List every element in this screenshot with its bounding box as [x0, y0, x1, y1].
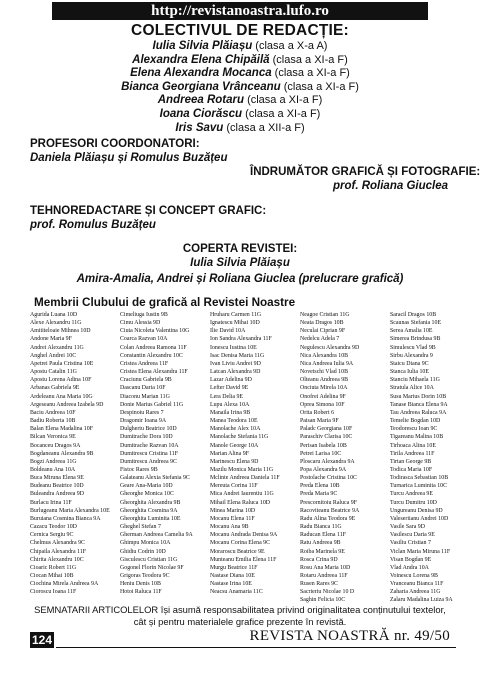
member-entry: Alexe Alexandru 11G: [30, 320, 82, 327]
staff-class: (clasa a XII-a F): [223, 121, 305, 134]
member-entry: Ratu Andreea 9B: [300, 540, 341, 547]
member-entry: Ghidiu Codrin 10D: [120, 548, 166, 555]
member-entry: Stratula Alice 10A: [390, 385, 434, 392]
member-entry: Chipaila Alexandra 11F: [30, 548, 87, 555]
member-entry: Burlacu Irina 11F: [30, 499, 72, 506]
member-entry: Sacrieriu Nicolae 10 D: [300, 589, 355, 596]
staff-name: Elena Alexandra Mocanca: [130, 67, 272, 80]
staff-name: Ioana Ciorăscu: [159, 107, 243, 120]
member-entry: Mereuta Corina 11F: [210, 483, 258, 490]
member-entry: Manaila Irina 9B: [210, 409, 251, 416]
staff-class: (clasa a XI-a F): [242, 107, 321, 120]
member-entry: Mocanu Ana 9B: [210, 524, 249, 531]
member-entry: Dragomir Ioana 9A: [120, 418, 167, 425]
tech-name: prof. Romulus Buzățeu: [30, 218, 156, 231]
staff-name: Iris Savu: [175, 121, 224, 134]
member-entry: Apostu Catalin 11G: [30, 369, 77, 376]
member-entry: Dumitrache Dora 10D: [120, 434, 173, 441]
member-entry: Vasilescu Daria 9E: [390, 532, 435, 539]
member-entry: Tirhoaca Alina 10E: [390, 442, 436, 449]
member-entry: Cimeliuga Iustin 9B: [120, 312, 168, 318]
member-entry: Neacsu Anamaria 11C: [210, 589, 263, 596]
member-entry: Mazilu Monica Maria 11G: [210, 466, 274, 473]
member-entry: Gheghel Stefan 7: [120, 524, 161, 531]
member-entry: Ignatescu Mihai 10D: [210, 320, 260, 327]
member-entry: Gherman Andreea Camelia 9A: [120, 532, 193, 539]
cover-credits: Amira-Amalia, Andrei și Roliana Giuclea (prelucrare grafică): [76, 273, 404, 285]
member-entry: Zaharia Andreea 11G: [390, 589, 441, 596]
member-entry: Negulescu Alexandra 9D: [300, 344, 360, 351]
member-entry: Agurida Luana 10D: [30, 312, 78, 318]
member-entry: Nica Andreea Iulia 9A: [300, 360, 354, 367]
member-entry: Hruharu Carmen 11G: [210, 312, 262, 318]
member-entry: Isac Denisa Maria 11G: [210, 352, 265, 359]
member-entry: Vlad Andra 10A: [390, 564, 429, 571]
page-number: 124: [31, 633, 53, 647]
members-column: [120, 311, 208, 596]
graphic-guide-heading: ÎNDRUMĂTOR GRAFICĂ ȘI FOTOGRAFIE:: [250, 166, 480, 178]
member-entry: Vasiliu Cristian 7: [390, 540, 431, 547]
member-entry: Dumitrescu Cristina 11F: [120, 450, 179, 457]
member-entry: Dascanu Daria 10F: [120, 385, 166, 392]
member-entry: Mocanu Andrada Denisa 9A: [210, 532, 278, 539]
magazine-issue: REVISTA NOASTRĂ nr. 49/50: [249, 628, 450, 644]
staff-member: [0, 108, 480, 122]
member-entry: Todirasca Sebastian 10B: [390, 475, 449, 482]
member-entry: Galateanu Alexia Stefania 9C: [120, 475, 190, 482]
member-entry: Heniu Denis 10B: [120, 581, 161, 588]
cover-section: [0, 243, 480, 287]
member-entry: Craciunu Gabriela 9B: [120, 377, 172, 384]
footer-divider: [56, 647, 456, 648]
member-entry: Turcu Dumitru 10D: [390, 499, 437, 506]
member-entry: Radu Bianca 11G: [300, 524, 342, 531]
member-entry: Nastase Diana 10E: [210, 573, 255, 579]
member-entry: Balan Elena Madalina 10F: [30, 426, 93, 433]
member-entry: Gheorghita Cosmina 9A: [120, 507, 178, 514]
member-entry: Temelie Bogdan 10D: [390, 418, 441, 425]
member-entry: Zalaru Madalina Luiza 9A: [390, 597, 453, 604]
staff-name: Alexandra Elena Chipăilă: [132, 53, 270, 66]
member-entry: Popa Alexandra 9A: [300, 466, 347, 473]
staff-name: Iulia Silvia Plăiașu: [152, 40, 253, 52]
member-entry: Bogdaneanu Alexandra 9B: [30, 450, 94, 457]
member-entry: Ilie David 10A: [210, 328, 246, 335]
members-column: [30, 311, 118, 596]
member-entry: Onciuta Mirela 10A: [300, 385, 348, 392]
staff-class: (clasa a X-a A): [252, 40, 328, 52]
member-entry: Tigareanu Malina 10B: [390, 434, 444, 441]
member-entry: Stanca Iulia 10E: [390, 369, 429, 376]
member-entry: Dulgheriu Beatrice 10D: [120, 426, 177, 433]
staff-member: [0, 81, 480, 95]
member-entry: Latcan Alexandra 9D: [210, 369, 261, 376]
member-entry: Andrei Alexandru 11G: [30, 344, 84, 351]
member-entry: Tau Andreea Raluca 9A: [390, 409, 447, 416]
member-entry: Neagoe Cristian 11G: [300, 312, 350, 318]
staff-member: [0, 94, 480, 108]
member-entry: Constantin Alexandru 10C: [120, 352, 183, 359]
staff-member: [0, 67, 480, 81]
member-entry: Valeseriianu Andrei 10D: [390, 515, 449, 522]
member-entry: Gogonel Florin Nicolae 9F: [120, 564, 184, 571]
member-entry: Hotoi Raluca 11F: [120, 589, 162, 596]
member-entry: Geare Ana-Maria 10D: [120, 483, 173, 490]
member-entry: Ivan Liviu Andrei 9D: [210, 360, 261, 367]
member-entry: Ungureanu Denisa 9D: [390, 507, 443, 514]
member-entry: Grigoras Teodora 9C: [120, 573, 170, 579]
member-entry: Rosca Crina 9D: [300, 556, 338, 563]
member-entry: Vranceanu Bianca 11F: [390, 581, 444, 588]
member-entry: Coarca Razvan 10A: [120, 336, 168, 343]
member-entry: Apetrei Paula Cristina 10E: [30, 360, 94, 367]
member-entry: Cernica Sergiu 9C: [30, 532, 74, 539]
member-entry: Dumitrache Razvan 10A: [120, 442, 179, 449]
member-entry: Manole George 10A: [210, 442, 259, 449]
members-heading: Membrii Clubului de grafică al Revistei Noastre: [34, 296, 296, 309]
member-entry: Rosu Ana Maria 10D: [300, 564, 351, 571]
member-entry: Marinescu Elena 9D: [210, 458, 259, 465]
member-entry: Stanciu Mihaela 11G: [390, 377, 440, 384]
member-entry: Manolache Stefania 11G: [210, 434, 269, 441]
member-entry: Bilcan Veronica 9E: [30, 434, 76, 441]
member-entry: Lera Delia 9E: [210, 393, 244, 400]
member-entry: Munteanu Emilia Elena 11F: [210, 556, 277, 563]
member-entry: Nica Alexandra 10B: [300, 352, 349, 359]
member-entry: Raducan Elena 11F: [300, 532, 346, 539]
member-entry: Cimu Alessia 9D: [120, 320, 161, 327]
member-entry: Neata Dragos 10B: [300, 320, 344, 327]
coordinators-names: Daniela Plăiașu și Romulus Buzățeu: [30, 151, 228, 164]
staff-class: (clasa a XI-a F): [280, 80, 359, 93]
member-entry: Cioroscu Ioana 11F: [30, 589, 77, 596]
member-entry: Ionescu Iustina 10E: [210, 344, 257, 351]
member-entry: Prescornitoiu Raluca 9F: [300, 499, 357, 506]
member-entry: Visan Bogdan 9E: [390, 556, 432, 563]
member-entry: Cristea Elena Alexandra 11F: [120, 369, 188, 376]
member-entry: Oprea Simona 10F: [300, 401, 345, 408]
staff-class: (clasa a XI-a F): [269, 53, 348, 66]
footer-notice: SEMNATARII ARTICOLELOR își asumă responsabilitatea privind originalitatea conținutului textelor, cât și pentru materialele grafice prezente în revistă.: [34, 604, 446, 627]
member-entry: Cristea Andreea 11F: [120, 360, 169, 367]
member-entry: Paraschiv Clarisa 10C: [300, 434, 353, 441]
member-entry: Simerea Brindusa 9B: [390, 336, 441, 343]
member-entry: Cazacu Teodor 10D: [30, 524, 77, 531]
member-entry: Preda Maria 9C: [300, 491, 338, 498]
member-entry: Ion Sandra Alexandra 11F: [210, 336, 272, 343]
member-entry: Badiu Roberta 10B: [30, 418, 76, 425]
member-entry: Buruiana Cosmina Bianca 9A: [30, 515, 101, 522]
member-entry: Ardeleanu Ana Maria 10G: [30, 393, 93, 400]
member-entry: Bogzi Andreea 11G: [30, 458, 77, 465]
coordinators-heading: PROFESORI COORDONATORI:: [30, 138, 200, 150]
member-entry: Simulescu Vlad 9B: [390, 344, 436, 351]
member-entry: Vasile Sara 9D: [390, 524, 426, 531]
member-entry: Chirita Alexandru 10C: [30, 556, 84, 563]
member-entry: Murgu Beatrice 11F: [210, 564, 258, 571]
member-entry: Ghimpu Monica 10A: [120, 540, 171, 547]
member-entry: Gheorghe Monica 10C: [120, 491, 174, 498]
member-entry: Saracil Dragos 10B: [390, 312, 437, 318]
tech-section: [30, 205, 266, 232]
members-column: [300, 311, 388, 605]
staff-class: (clasa a XI-a F): [244, 94, 323, 107]
cover-heading: COPERTA REVISTEI:: [182, 243, 298, 255]
member-entry: Argeseanu Andreea Izabela 9D: [30, 401, 104, 408]
member-entry: Racoviteanu Beatrice 9A: [300, 507, 360, 514]
coordinators-section: [30, 138, 227, 165]
member-entry: Turcu Andreea 9E: [390, 491, 433, 498]
member-entry: Gheorghita Luminita 10E: [120, 515, 181, 522]
member-entry: Arbanas Gabriela 9E: [30, 385, 80, 392]
member-entry: Turnarica Luminita 10C: [390, 483, 448, 490]
member-entry: Paladc Georgiana 10F: [300, 426, 353, 433]
member-entry: Mihail Elena Raluca 10D: [210, 499, 271, 506]
members-column: [210, 311, 298, 596]
member-entry: Despinoiu Rares 7: [120, 409, 164, 416]
member-entry: Viclan Maria Miruna 11F: [390, 548, 451, 555]
member-entry: Nastase Irina 10E: [210, 581, 252, 588]
member-entry: Petrei Larisa 10C: [300, 450, 342, 457]
member-entry: Perisan Isabela 10B: [300, 442, 347, 449]
staff-name: Andreea Rotaru: [157, 94, 245, 107]
member-entry: Radu Alina Teodora 9E: [300, 515, 356, 522]
member-entry: Orita Robert 6: [300, 409, 335, 416]
member-entry: Neculai Ciprian 9F: [300, 328, 346, 335]
member-entry: Novetschi Vlad 10B: [300, 369, 348, 376]
staff-class: (clasa a XI-a F): [271, 67, 350, 80]
member-entry: Tirtan George 9B: [390, 458, 432, 465]
member-entry: Donie Marius Gabriel 11G: [120, 401, 184, 408]
member-entry: Olteanu Andreea 9B: [300, 377, 349, 384]
member-entry: Burlugeanu Maria Alexandra 10E: [30, 507, 110, 514]
member-entry: Saghin Felicia 10C: [300, 597, 346, 604]
member-entry: Manea Teodora 10E: [210, 418, 258, 425]
member-entry: Postolache Cristina 10C: [300, 475, 357, 482]
page-title: COLECTIVUL DE REDACȚIE:: [131, 22, 349, 39]
member-entry: Gisculescu Cristian 11G: [120, 556, 178, 563]
member-entry: Bocanceu Dragos 9A: [30, 442, 81, 449]
member-entry: Mclinte Andreea Daniela 11F: [210, 475, 280, 482]
member-entry: Preda Elena 10B: [300, 483, 340, 490]
graphic-guide-section: [250, 166, 480, 193]
member-entry: Serea Amalia 10E: [390, 328, 433, 335]
member-entry: Rotaru Andreea 11F: [300, 573, 348, 579]
member-entry: Moraroscu Beatrice 9E: [210, 548, 265, 555]
member-entry: Apostu Lorena Adina 10F: [30, 377, 92, 384]
member-entry: Andone Maria 9F: [30, 336, 72, 343]
site-url-banner: http://revistanoastra.lufo.ro: [52, 2, 428, 20]
member-entry: Roiba Marinela 9E: [300, 548, 345, 555]
member-entry: Fistoc Rares 9B: [120, 466, 158, 473]
member-entry: Staicu Diana 9C: [390, 360, 429, 367]
member-entry: Rusen Rares 9C: [300, 581, 338, 588]
member-entry: Colan Andreea Ramona 11F: [120, 344, 187, 351]
member-entry: Dumitrescu Andreea 9C: [120, 458, 177, 465]
graphic-guide-name: prof. Roliana Giuclea: [332, 179, 448, 192]
member-entry: Boldeanu Ana 10A: [30, 466, 76, 473]
member-entry: Ploscaru Alexandra 9A: [300, 458, 355, 465]
staff-member: [0, 54, 480, 68]
member-entry: Todica Maria 10F: [390, 466, 433, 473]
cover-author: Iulia Silvia Plăiașu: [190, 256, 290, 269]
member-entry: Ciuta Nicoleta Valentina 10G: [120, 328, 190, 335]
member-entry: Buleandra Andreea 9D: [30, 491, 84, 498]
member-entry: Mica Andrei Iaurentiu 11G: [210, 491, 274, 498]
member-entry: Ciochina Mirela Andreea 9A: [30, 581, 99, 588]
member-entry: Sirbu Alexandra 9: [390, 352, 433, 359]
member-entry: Mocanu Elena 11F: [210, 515, 255, 522]
members-column: [390, 311, 472, 605]
staff-name: Bianca Georgiana Vrânceanu: [121, 80, 281, 93]
member-entry: Ciocan Mihai 10B: [30, 573, 74, 579]
member-entry: Amititeloaie Mihnea 10D: [30, 328, 91, 335]
member-entry: Paisan Maria 9F: [300, 418, 339, 425]
staff-member: [0, 122, 480, 136]
member-entry: Anghel Andrei 10C: [30, 352, 77, 359]
member-entry: Lazar Adelina 9D: [210, 377, 252, 384]
member-entry: Tirila Andreea 11F: [390, 450, 435, 457]
member-entry: Gheorghita Alexandra 9B: [120, 499, 181, 506]
editorial-staff-list: [0, 40, 480, 135]
member-entry: Marian Alina 9F: [210, 450, 249, 457]
member-entry: Susu Marius Dorin 10B: [390, 393, 447, 400]
member-entry: Diaconu Marian 11G: [120, 393, 170, 400]
member-entry: Cioaric Robert 11G: [30, 564, 77, 571]
member-entry: Lefter David 9E: [210, 385, 249, 392]
member-entry: Onofrei Adelina 9F: [300, 393, 346, 400]
member-entry: Scaunas Stefania 10E: [390, 320, 442, 327]
member-entry: Mocanu Corina Elena 9C: [210, 540, 271, 547]
member-entry: Voinescu Lorena 9B: [390, 573, 438, 579]
member-entry: Minea Marina 10D: [210, 507, 256, 514]
member-entry: Tanase Bianca Elena 9A: [390, 401, 448, 408]
member-entry: Teodorescu Ioan 9C: [390, 426, 438, 433]
tech-heading: TEHNOREDACTARE ȘI CONCEPT GRAFIC:: [30, 205, 267, 217]
member-entry: Baciu Andreea 10F: [30, 409, 76, 416]
member-entry: Manolache Alex 10A: [210, 426, 261, 433]
member-entry: Buca Miruna Elena 9E: [30, 475, 84, 482]
member-entry: Chelmus Alexandra 9C: [30, 540, 85, 547]
member-entry: Lupu Alexa 10A: [210, 401, 250, 408]
member-entry: Nedelcu Adela 7: [300, 336, 340, 343]
staff-member: [0, 40, 480, 54]
member-entry: Budeanu Beatrice 10D: [30, 483, 84, 490]
